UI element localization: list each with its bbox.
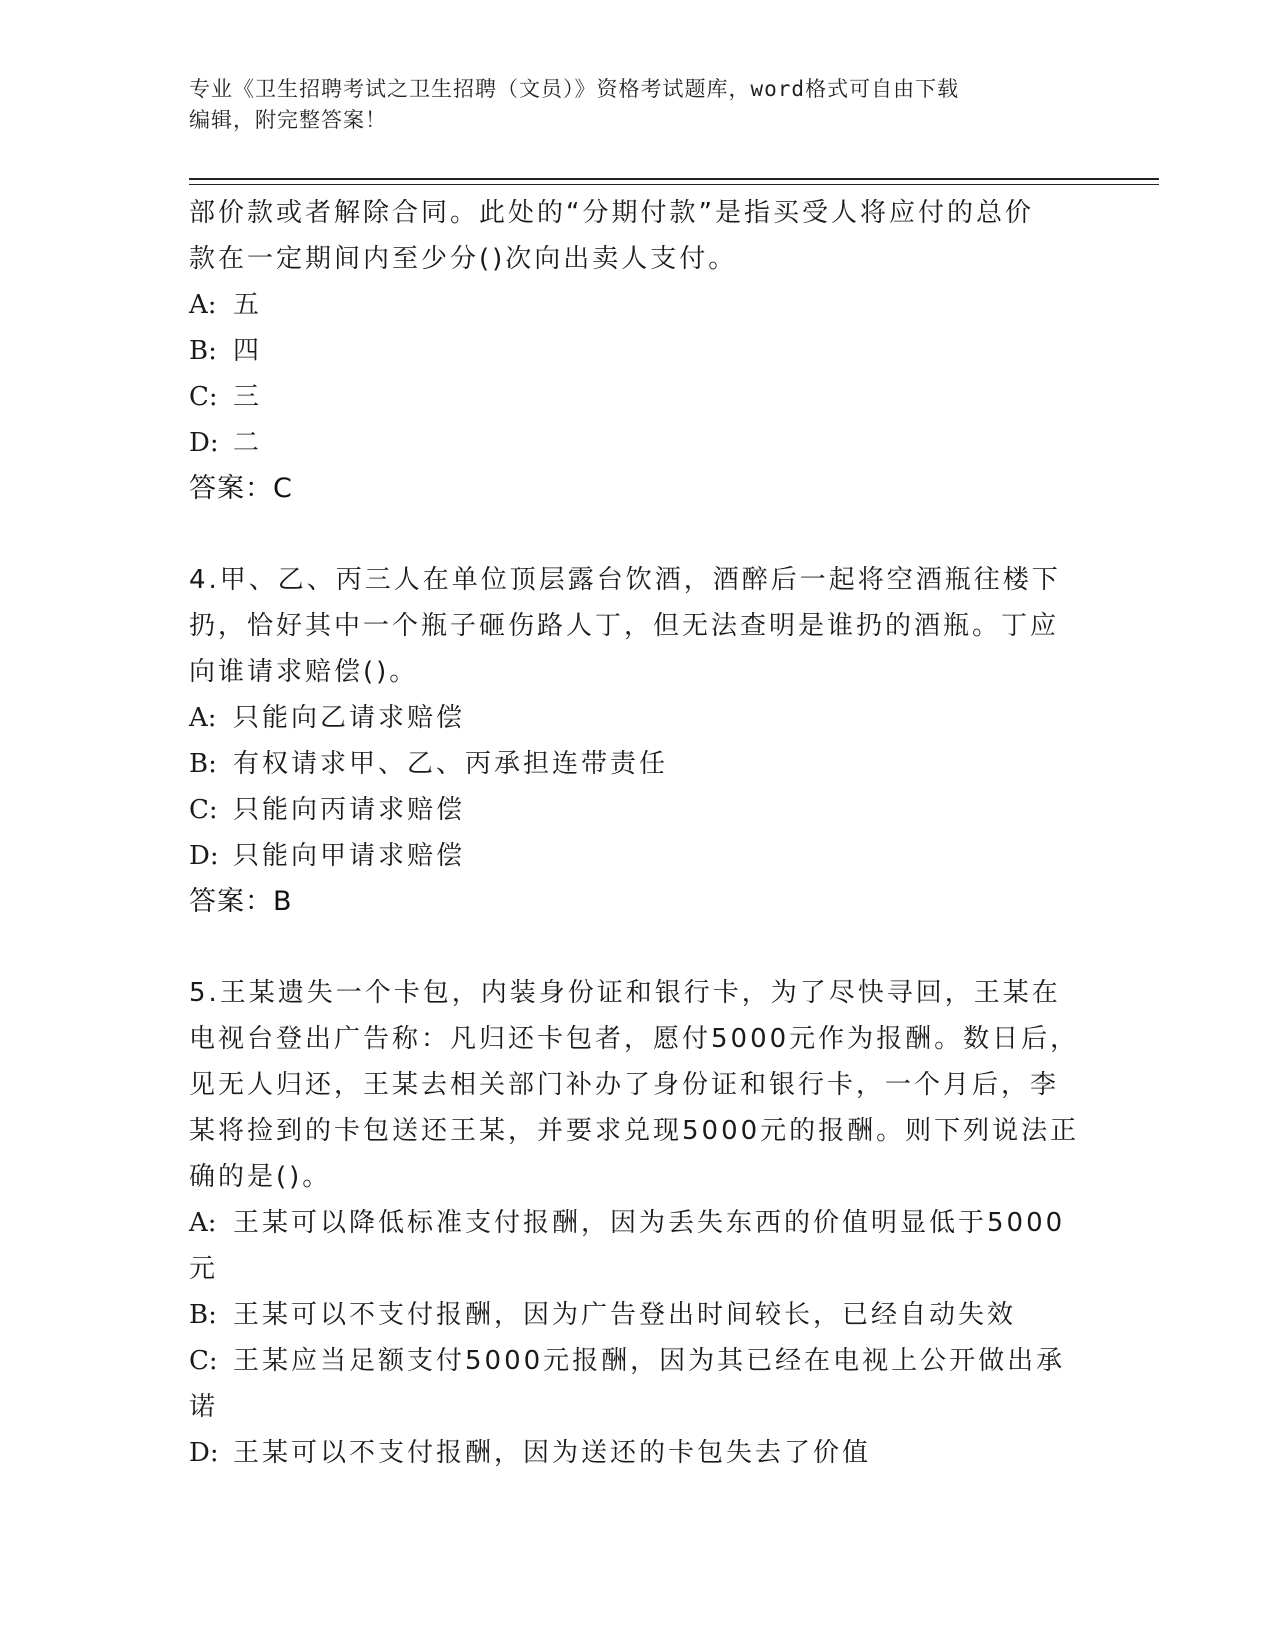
option-text: 王某可以不支付报酬，因为送还的卡包失去了价值: [233, 1438, 872, 1468]
question-3: [189, 190, 1089, 512]
option-text: 只能向甲请求赔偿: [233, 841, 466, 871]
option-text: 王某可以不支付报酬，因为广告登出时间较长，已经自动失效: [233, 1300, 1017, 1330]
option-key: A:: [189, 1208, 217, 1238]
option-text: 王某可以降低标准支付报酬，因为丢失东西的价值明显低于5000: [233, 1208, 1066, 1238]
option-text: 有权请求甲、乙、丙承担连带责任: [233, 749, 669, 779]
answer-line: 答案：B: [189, 886, 293, 917]
option-text: 三: [233, 382, 263, 412]
option-key: B:: [189, 1300, 217, 1330]
option-key: C:: [189, 795, 218, 825]
option-a: [189, 282, 1089, 328]
option-text: 四: [233, 336, 263, 366]
spacer: [189, 512, 1089, 557]
option-text: 王某应当足额支付5000元报酬，因为其已经在电视上公开做出承: [233, 1346, 1066, 1376]
question-text-line: 向谁请求赔偿()。: [189, 657, 419, 687]
spacer: [189, 925, 1089, 970]
question-text-line: 5.王某遗失一个卡包，内装身份证和银行卡，为了尽快寻回，王某在: [189, 978, 1061, 1008]
option-b: [189, 1292, 1089, 1338]
question-5: [189, 970, 1089, 1476]
option-key: A:: [189, 703, 217, 733]
question-4: [189, 557, 1089, 925]
option-text: 二: [233, 428, 263, 458]
question-text-line: 确的是()。: [189, 1162, 332, 1192]
option-d: [189, 833, 1089, 879]
option-key: D:: [189, 1438, 219, 1468]
option-a: [189, 1200, 1089, 1246]
header-divider-thin: [189, 184, 1159, 185]
option-text-continued: 元: [189, 1254, 219, 1284]
option-c: [189, 1338, 1089, 1384]
header-divider-thick: [189, 178, 1159, 180]
option-key: B:: [189, 749, 217, 779]
option-text: 只能向乙请求赔偿: [233, 703, 466, 733]
option-key: B:: [189, 336, 217, 366]
question-text-line: 4.甲、乙、丙三人在单位顶层露台饮酒，酒醉后一起将空酒瓶往楼下: [189, 565, 1061, 595]
option-c: [189, 374, 1089, 420]
option-text-continued: 诺: [189, 1392, 219, 1422]
option-key: A:: [189, 290, 217, 320]
option-text: 五: [233, 290, 263, 320]
option-key: D:: [189, 428, 219, 458]
question-text-line: 款在一定期间内至少分()次向出卖人支付。: [189, 244, 738, 274]
option-d: [189, 420, 1089, 466]
option-b: [189, 741, 1089, 787]
option-key: C:: [189, 1346, 218, 1376]
option-key: D:: [189, 841, 219, 871]
option-b: [189, 328, 1089, 374]
option-key: C:: [189, 382, 218, 412]
document-header: [189, 74, 1089, 136]
answer-line: 答案：C: [189, 473, 293, 504]
question-text-line: 见无人归还，王某去相关部门补办了身份证和银行卡，一个月后，李: [189, 1070, 1060, 1100]
option-a: [189, 695, 1089, 741]
header-line-2: 编辑，附完整答案！: [189, 108, 387, 132]
question-text-line: 电视台登出广告称：凡归还卡包者，愿付5000元作为报酬。数日后，: [189, 1024, 1080, 1054]
question-text-line: 扔，恰好其中一个瓶子砸伤路人丁，但无法查明是谁扔的酒瓶。丁应: [189, 611, 1060, 641]
document-body: [189, 190, 1089, 1476]
option-c: [189, 787, 1089, 833]
option-text: 只能向丙请求赔偿: [233, 795, 466, 825]
question-text-line: 部价款或者解除合同。此处的“分期付款”是指买受人将应付的总价: [189, 198, 1034, 228]
question-text-line: 某将捡到的卡包送还王某，并要求兑现5000元的报酬。则下列说法正: [189, 1116, 1080, 1146]
option-d: [189, 1430, 1089, 1476]
header-line-1: 专业《卫生招聘考试之卫生招聘（文员）》资格考试题库，word格式可自由下载: [189, 77, 960, 101]
